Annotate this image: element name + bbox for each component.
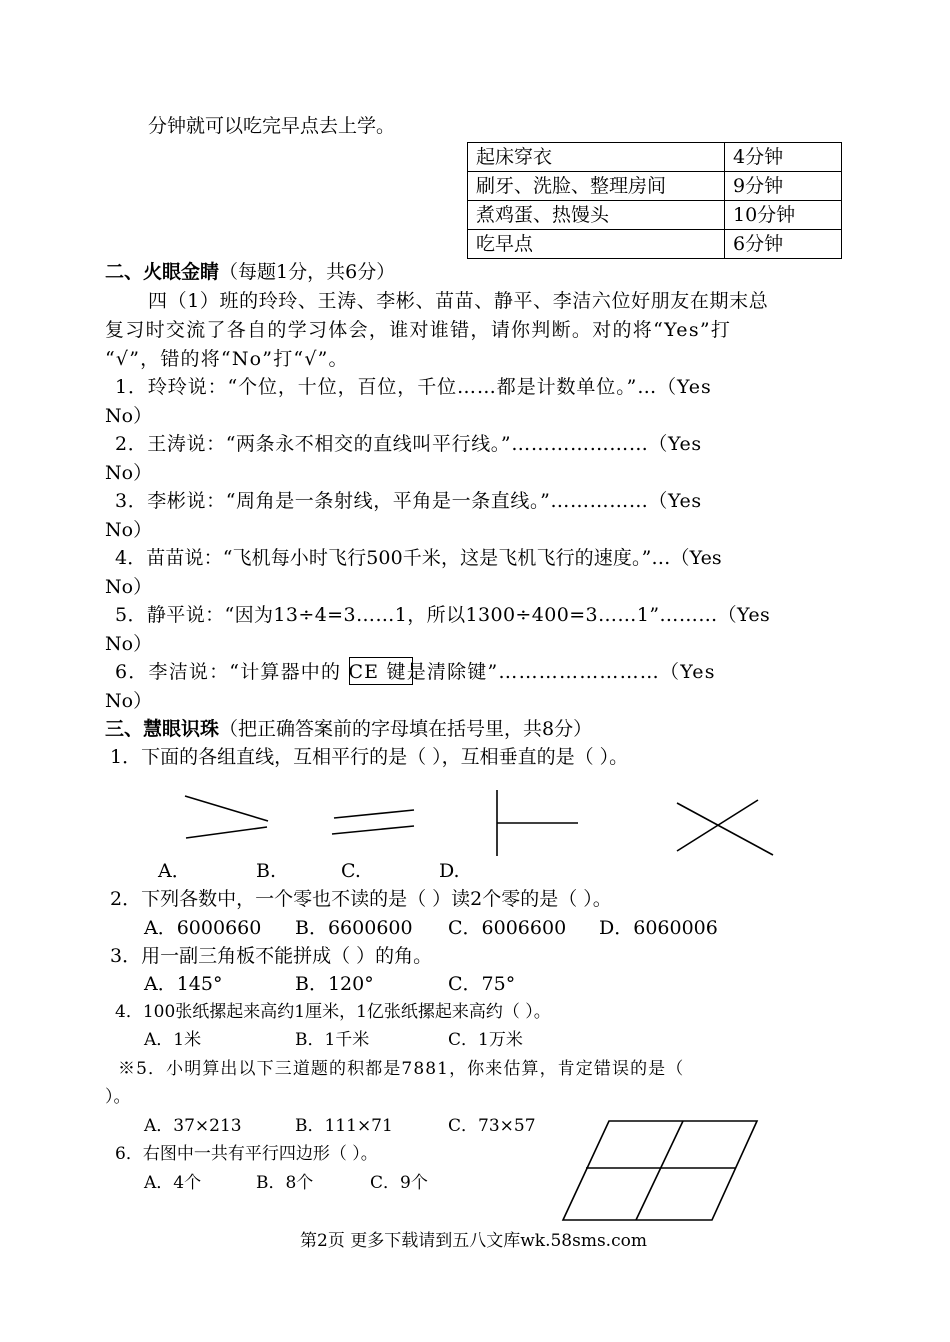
question-5: ※5．小明算出以下三道题的积都是7881，你来估算，肯定错误的是（ <box>118 1059 685 1079</box>
q1-option-a: A． <box>158 860 191 882</box>
section3-note: （把正确答案前的字母填在括号里，共8分） <box>219 718 593 740</box>
judge-item-2-tail: No） <box>105 462 153 484</box>
question-5-tail: ）。 <box>105 1087 131 1107</box>
line-figure-d <box>677 800 773 855</box>
judge-item-5: 5．静平说：“因为13÷4=3……1，所以1300÷400=3……1”………（Yes <box>115 604 771 626</box>
time-cell: 6分钟 <box>725 230 842 259</box>
time-cell: 4分钟 <box>725 143 842 172</box>
question-1: 1．下面的各组直线，互相平行的是（ ），互相垂直的是（ ）。 <box>110 746 629 768</box>
section2-intro-line: “√”，错的将“No”打“√”。 <box>105 348 349 370</box>
q1-option-c: C. <box>341 860 361 882</box>
page-footer: 第2页 更多下载请到五八文库wk.58sms.com <box>300 1231 647 1251</box>
q5-option-b: B．111×71 <box>295 1116 393 1136</box>
section2-intro-line: 复习时交流了各自的学习体会，谁对谁错，请你判断。对的将“Yes”打 <box>105 319 732 341</box>
judge-item-3-tail: No） <box>105 519 153 541</box>
question-3: 3．用一副三角板不能拼成（ ）的角。 <box>110 945 433 967</box>
q2-option-d: D．6060006 <box>599 917 718 939</box>
activity-cell: 煮鸡蛋、热馒头 <box>468 201 725 230</box>
q6-option-b: B．8个 <box>256 1173 314 1193</box>
judge-item-3: 3．李彬说：“周角是一条射线，平角是一条直线。”……………（Yes <box>115 490 702 512</box>
intro-line: 分钟就可以吃完早点去上学。 <box>148 115 396 137</box>
judge-item-6: 6．李洁说：“计算器中的 CE 键是清除键”……………………（Yes <box>115 661 716 683</box>
judge-item-2: 2．王涛说：“两条永不相交的直线叫平行线。”…………………（Yes <box>115 433 702 455</box>
judge-item-4-tail: No） <box>105 576 153 598</box>
parallelogram-figure <box>563 1121 757 1220</box>
q2-option-b: B．6600600 <box>295 917 413 939</box>
line-figure-c <box>497 790 578 856</box>
time-cell: 9分钟 <box>725 172 842 201</box>
judge-item-6-tail: No） <box>105 690 153 712</box>
q1-option-b: B. <box>256 860 277 882</box>
q5-option-a: A．37×213 <box>144 1116 242 1136</box>
question-2: 2．下列各数中，一个零也不读的是（ ）读2个零的是（ ）。 <box>110 888 612 910</box>
question-4: 4．100张纸摞起来高约1厘米，1亿张纸摞起来高约（ ）。 <box>115 1002 551 1022</box>
section3-title: 三、慧眼识珠 <box>105 718 220 740</box>
section2-note: （每题1分，共6分） <box>219 261 396 283</box>
section2-intro-line: 四（1）班的玲玲、王涛、李彬、苗苗、静平、李洁六位好朋友在期末总 <box>148 290 769 312</box>
q2-option-c: C．6006600 <box>448 917 567 939</box>
time-cell: 10分钟 <box>725 201 842 230</box>
judge-item-1: 1．玲玲说：“个位，十位，百位，千位……都是计数单位。”…（Yes <box>115 376 712 398</box>
judge-item-4: 4．苗苗说：“飞机每小时飞行500千米，这是飞机飞行的速度。”…（Yes <box>115 547 722 569</box>
q4-option-c: C．1万米 <box>448 1030 523 1050</box>
q6-option-a: A．4个 <box>144 1173 202 1193</box>
q6-option-c: C．9个 <box>370 1173 428 1193</box>
q3-option-c: C．75° <box>448 973 516 995</box>
activity-cell: 刷牙、洗脸、整理房间 <box>468 172 725 201</box>
judge-item-1-tail: No） <box>105 405 153 427</box>
q4-option-b: B．1千米 <box>295 1030 370 1050</box>
line-figure-b <box>332 810 414 834</box>
section2-title: 二、火眼金睛 <box>105 261 220 283</box>
q4-option-a: A．1米 <box>144 1030 202 1050</box>
q5-option-c: C．73×57 <box>448 1116 536 1136</box>
activity-cell: 吃早点 <box>468 230 725 259</box>
q1-option-d: D. <box>439 860 460 882</box>
judge-item-5-tail: No） <box>105 633 153 655</box>
q3-option-b: B．120° <box>295 973 374 995</box>
activity-cell: 起床穿衣 <box>468 143 725 172</box>
q2-option-a: A．6000660 <box>144 917 262 939</box>
line-figure-a <box>185 796 268 838</box>
question-6: 6．右图中一共有平行四边形（ ）。 <box>115 1144 378 1164</box>
q3-option-a: A．145° <box>144 973 223 995</box>
